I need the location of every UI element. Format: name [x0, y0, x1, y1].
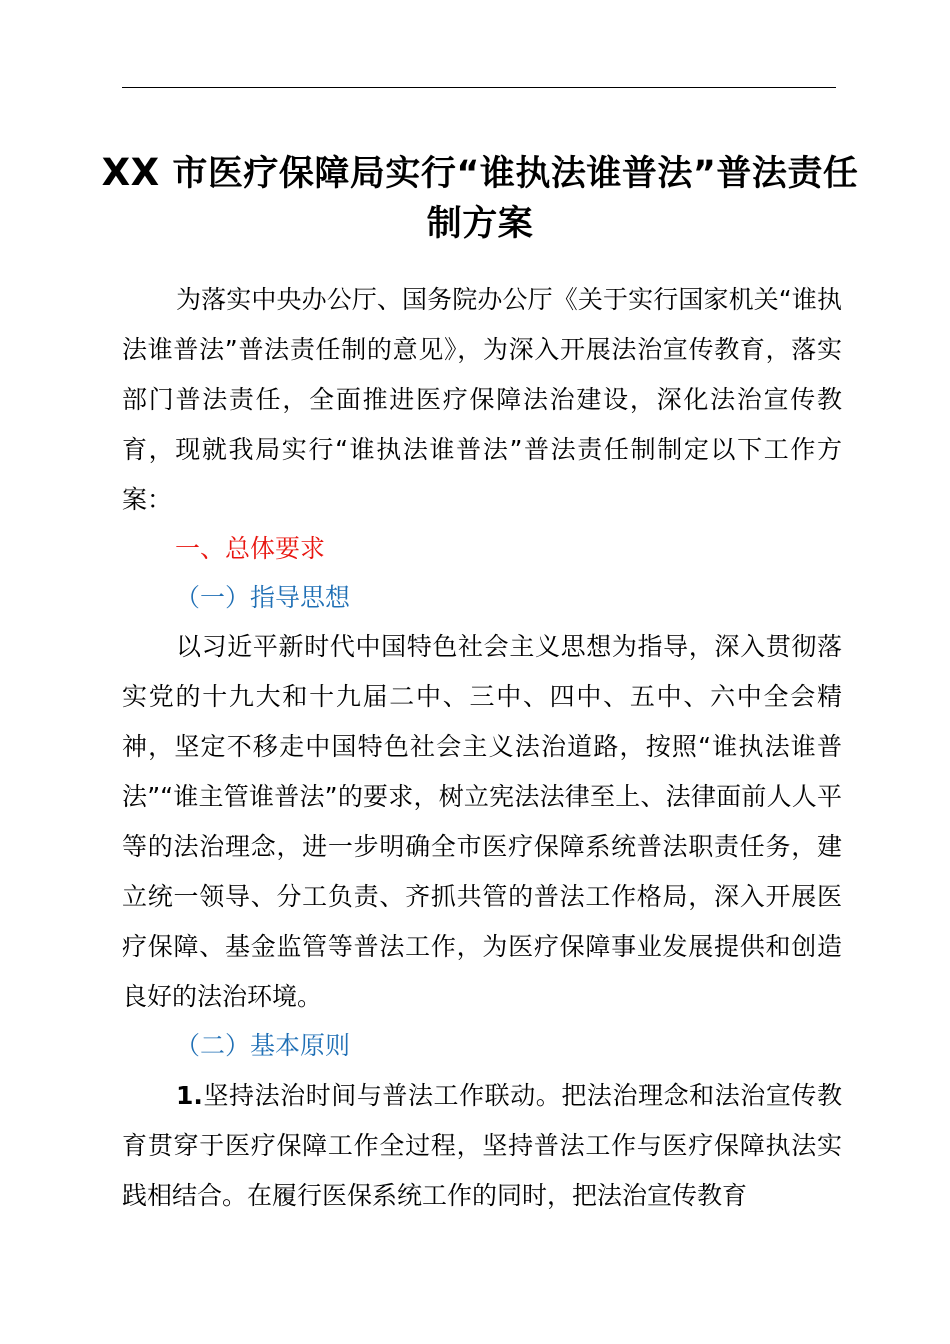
- principle-1-paragraph: [122, 1071, 842, 1221]
- title-prefix: XX: [101, 151, 160, 194]
- title-text: 市医疗保障局实行“谁执法谁普法”普法责任制方案: [172, 154, 859, 244]
- guiding-ideology-paragraph: 以习近平新时代中国特色社会主义思想为指导，深入贯彻落实党的十九大和十九届二中、三中、四中、五中、六中全会精神，坚定不移走中国特色社会主义法治道路，按照“谁执法谁普法”“谁主管谁普法”的要求，树立宪法法律至上、法律面前人人平等的法治理念，进一步明确全市医疗保障系统普法职责任务，建立统一领导、分工负责、齐抓共管的普法工作格局，深入开展医疗保障、基金监管等普法工作，为医疗保障事业发展提供和创造良好的法治环境。: [122, 632, 842, 1011]
- subsection-heading-guiding-ideology: （一）指导思想: [175, 583, 351, 612]
- principle-1-number: 1.: [176, 1081, 203, 1110]
- document-title: [100, 148, 860, 249]
- header-rule: [122, 87, 836, 88]
- principle-1-text: 坚持法治时间与普法工作联动。把法治理念和法治宣传教育贯穿于医疗保障工作全过程，坚持普法工作与医疗保障执法实践相结合。在履行医保系统工作的同时，把法治宣传教育: [122, 1081, 842, 1210]
- subsection-heading-basic-principles: （二）基本原则: [175, 1031, 351, 1060]
- section-heading-overall-requirements: 一、总体要求: [175, 534, 326, 563]
- intro-paragraph: 为落实中央办公厅、国务院办公厅《关于实行国家机关“谁执法谁普法”普法责任制的意见》，为深入开展法治宣传教育，落实部门普法责任，全面推进医疗保障法治建设，深化法治宣传教育，现就我局实行“谁执法谁普法”普法责任制制定以下工作方案：: [122, 285, 842, 514]
